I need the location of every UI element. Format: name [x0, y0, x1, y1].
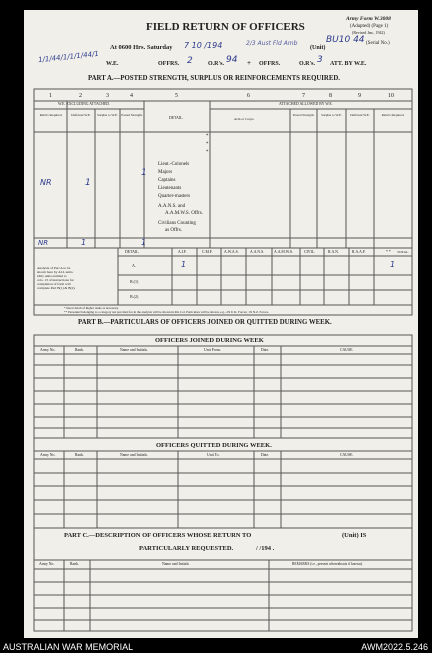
col-number-7: 7 — [302, 93, 305, 99]
asterisk-marker: * — [206, 150, 209, 155]
deficient-value: 1 — [85, 178, 91, 188]
ors-label-1: O.R's. — [208, 61, 225, 67]
part-c-unit-label: (Unit) IS — [342, 532, 367, 539]
quitted-header-rank: Rank. — [75, 453, 84, 457]
joined-header-rank: Rank. — [75, 348, 84, 352]
ors-value-2: 3 — [317, 55, 323, 65]
rank-lieut-colonels: Lieut.-Colonels — [158, 162, 190, 167]
att-by-we-label: ATT. BY W.E. — [330, 61, 367, 67]
reints-required-value: NR — [40, 178, 52, 187]
rank-as-offrs: as Offrs. — [165, 228, 183, 233]
analysis-note-line-4: cols. 13 of instructions for — [37, 278, 74, 282]
offrs-label-2: OFFRS. — [259, 61, 281, 67]
analysis-aif-value: 1 — [181, 260, 187, 269]
col-number-5: 5 — [175, 93, 178, 99]
col-number-3: 3 — [106, 93, 109, 99]
joined-header-name: Name and Initials. — [120, 348, 148, 352]
col-number-6: 6 — [247, 93, 250, 99]
ors-value: 94 — [226, 55, 238, 65]
analysis-header-detail: DETAIL. — [125, 250, 140, 254]
part-c-header-army-no: Army No. — [39, 562, 55, 566]
total-reints-value: NR — [38, 239, 49, 247]
analysis-header-awas: A.W.A.S. — [224, 250, 239, 254]
analysis-note-line-6: complete Part B(1) & B(2). — [37, 286, 76, 290]
analysis-note-line-3: Only units entitled to — [37, 274, 67, 278]
part-c-date-blank: / /194 . — [256, 545, 275, 552]
rank-quarter-masters: Quarter-masters — [158, 194, 191, 199]
analysis-note-line-1: Analysis of Part A to be — [37, 266, 71, 270]
joined-header-date: Date. — [261, 348, 270, 352]
analysis-row-b2: B.(2) — [130, 294, 139, 299]
analysis-header-raaf: R.A.A.F. — [352, 250, 366, 254]
analysis-header-ran: R.A.N. — [328, 250, 339, 254]
subheader-arm-or-corps: Arm or Corps. — [234, 117, 255, 121]
col-number-1: 1 — [49, 93, 52, 99]
analysis-header-civil: CIVIL. — [304, 250, 316, 254]
part-c-header-rank: Rank. — [70, 562, 79, 566]
analysis-header-aans: A.A.N.S. — [250, 250, 265, 254]
subheader-surplus: Surplus to W.E. — [97, 113, 118, 117]
quitted-title: OFFICERS QUITTED DURING WEEK. — [156, 442, 272, 449]
plus-sign: + — [247, 59, 251, 67]
part-c-header-remarks: REMARKS (i.e., present whereabouts if known). — [292, 562, 363, 566]
unit-stamp-handwriting: 2/3 Aust Fld Amb — [246, 40, 298, 47]
col-number-4: 4 — [130, 93, 133, 99]
col-number-9: 9 — [358, 93, 361, 99]
total-deficient-value: 1 — [81, 238, 87, 247]
quitted-header-army-no: Army No. — [40, 453, 56, 457]
serial-label: (Serial No.) — [366, 41, 390, 46]
army-form-number: Army Form W.3008 — [346, 16, 391, 22]
detail-header: DETAIL. — [169, 116, 184, 120]
attached-allowed-header: ATTACHED ALLOWED BY W.E. — [279, 102, 333, 106]
joined-header-unit-from: Unit From. — [204, 348, 221, 352]
part-b-heading: PART B.—PARTICULARS OF OFFICERS JOINED OR QUITTED DURING WEEK. — [78, 319, 332, 326]
joined-header-cause: CAUSE. — [340, 348, 354, 352]
col-number-10: 10 — [388, 93, 394, 99]
we-excluding-attached-header: W.E. EXCLUDING ATTACHED. — [58, 102, 110, 106]
part-c-header-name: Name and Initials — [162, 562, 189, 566]
footer-institution: AUSTRALIAN WAR MEMORIAL — [3, 642, 134, 652]
ors-label-2: O.R's. — [299, 61, 316, 67]
analysis-header-aamws: A.A.M.W.S. — [274, 250, 293, 254]
quitted-header-name: Name and Initials. — [120, 453, 148, 457]
asterisk-marker: * — [206, 134, 209, 139]
rank-aans: A.A.N.S. and — [158, 204, 186, 209]
analysis-header-other: * * — [386, 250, 391, 254]
analysis-row-a: A. — [132, 263, 136, 268]
rank-civilians: Civilians Counting — [158, 221, 196, 226]
part-a-heading: PART A.—POSTED STRENGTH, SURPLUS OR REINFORCEMENTS REQUIRED. — [88, 75, 340, 82]
field-return-form — [24, 10, 418, 638]
army-form-revised: (Revised Jan., 1942) — [352, 30, 385, 35]
subheader-right-reints: Rein'ts Required. — [381, 113, 405, 117]
date-handwriting: 7 10 /194 — [184, 41, 223, 50]
quitted-header-cause: CAUSE. — [340, 453, 354, 457]
col-number-2: 2 — [79, 93, 82, 99]
analysis-header-cmf: C.M.F. — [202, 250, 213, 254]
subheader-right-posted: Posted Strength. — [292, 113, 315, 117]
rank-aamws: A.A.M.W.S. Offrs. — [165, 211, 203, 216]
rank-majors: Majors — [158, 170, 173, 175]
total-posted-value: 1 — [141, 238, 147, 247]
serial-number-handwriting: BU10 44 — [326, 35, 365, 45]
analysis-total-value: 1 — [390, 260, 396, 269]
army-form-adapted: (Adapted) (Page 1) — [350, 24, 389, 29]
subheader-posted-strength: Posted Strength. — [121, 113, 143, 117]
rank-lieutenants: Lieutenants — [158, 186, 182, 191]
analysis-note-line-2: shown here by ALL units. — [37, 270, 74, 274]
reference-handwriting: 1/1/44/1/1/1/44/1 — [37, 49, 100, 65]
rank-captains: Captains — [158, 178, 176, 183]
archive-footer — [0, 640, 432, 653]
col-number-8: 8 — [329, 93, 332, 99]
asterisk-marker: * — [206, 142, 209, 147]
part-c-heading-2: PARTICULARLY REQUESTED. — [139, 545, 234, 552]
joined-title: OFFICERS JOINED DURING WEEK — [155, 337, 264, 344]
footnote-1: * Insert detail of higher ranks as necessary. — [64, 306, 119, 310]
analysis-row-b1: B.(1) — [130, 279, 139, 284]
we-label: W.E. — [106, 61, 119, 67]
subheader-right-deficient: Deficient W.E. — [350, 113, 370, 117]
subheader-deficient: Deficient W.E. — [71, 113, 91, 117]
part-c-heading-1: PART C.—DESCRIPTION OF OFFICERS WHOSE RETURN TO — [64, 532, 252, 539]
analysis-header-aif: A.I.F. — [178, 250, 187, 254]
posted-value: 1 — [141, 168, 147, 178]
analysis-note-line-5: completion of form will — [37, 282, 71, 286]
quitted-header-date: Date. — [261, 453, 270, 457]
footnote-2: ** Personnel belonging to a category not provided for in the analysis will be shown in this Col. Particulars will be shown, e.g., 2X U.K. Forces; 1X N.Z. Forces. — [64, 310, 269, 314]
quitted-header-unit-to: Unit To. — [207, 453, 220, 457]
offrs-value: 2 — [187, 56, 193, 66]
analysis-header-total-visible: TOTAL. — [397, 250, 410, 254]
offrs-label-1: OFFRS. — [158, 61, 180, 67]
unit-label: (Unit) — [310, 45, 326, 51]
at-hours-label: At 0600 Hrs. Saturday — [110, 44, 173, 51]
form-title: FIELD RETURN OF OFFICERS — [146, 21, 305, 33]
subheader-right-surplus: Surplus to W.E. — [321, 113, 342, 117]
joined-header-army-no: Army No. — [40, 348, 56, 352]
footer-accession-number: AWM2022.5.246 — [361, 642, 428, 652]
subheader-reints-required: Rein'ts Required. — [39, 113, 63, 117]
